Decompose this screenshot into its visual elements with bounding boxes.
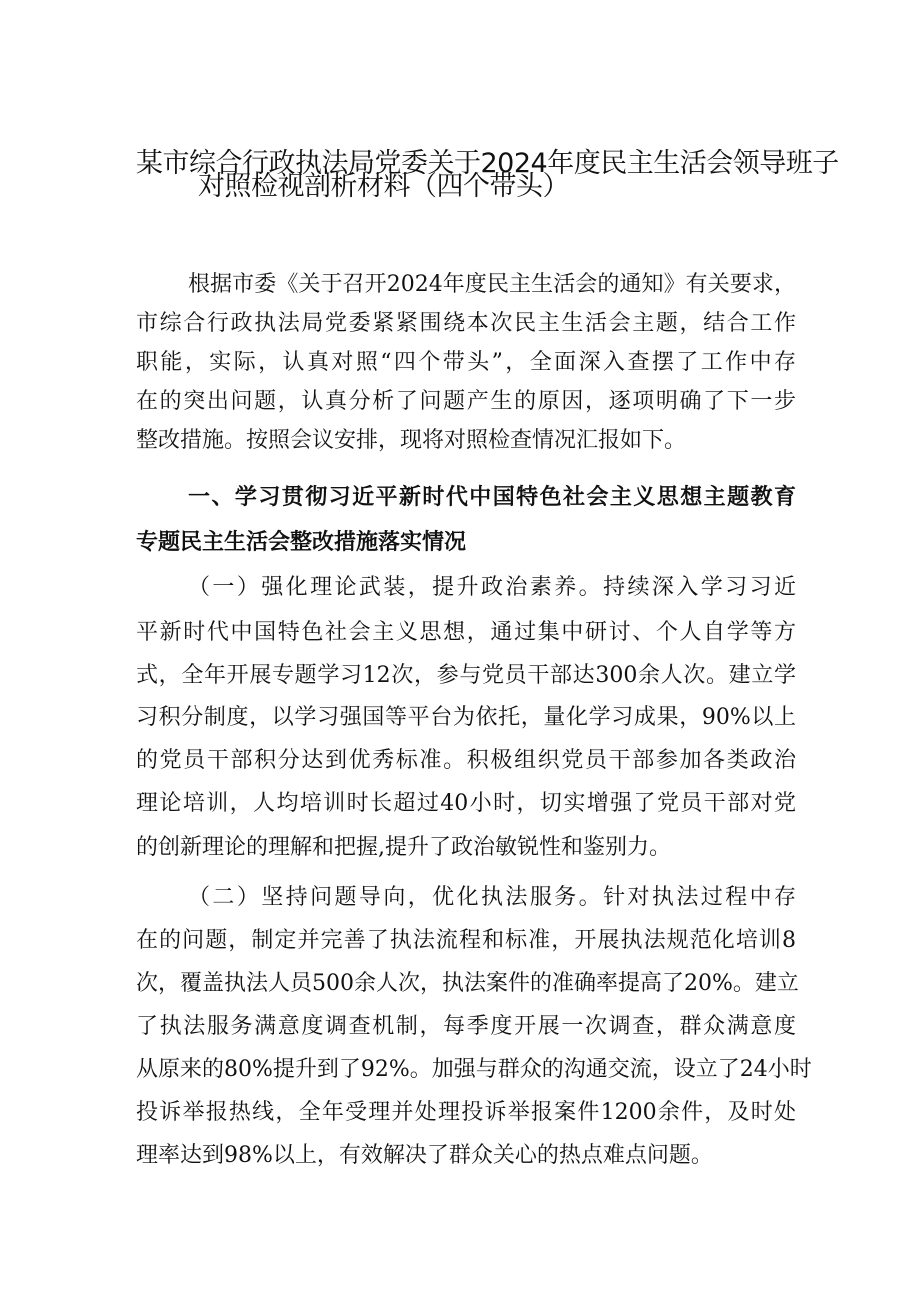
document-title-line-1: 某市综合行政执法局党委关于2024年度民主生活会领导班子 xyxy=(136,148,839,179)
paragraph-line: 投诉举报热线，全年受理并处理投诉举报案件1200余件，及时处 xyxy=(136,1100,796,1125)
paragraph-line: 的党员干部积分达到优秀标准。积极组织党员干部参加各类政治 xyxy=(136,748,796,773)
paragraph-line: 在的问题，制定并完善了执法流程和标准，开展执法规范化培训8 xyxy=(136,928,796,953)
intro-line: 在的突出问题，认真分析了问题产生的原因，逐项明确了下一步 xyxy=(136,389,796,414)
section-heading-line: 专题民主生活会整改措施落实情况 xyxy=(136,530,467,555)
intro-line: 职能，实际，认真对照“四个带头”，全面深入查摆了工作中存 xyxy=(136,350,796,375)
paragraph-line: 了执法服务满意度调查机制，每季度开展一次调查，群众满意度 xyxy=(136,1014,796,1039)
document-title-line-2: 对照检视剖析材料（四个带头） xyxy=(198,171,569,202)
intro-line: 整改措施。按照会议安排，现将对照检查情况汇报如下。 xyxy=(136,428,687,453)
paragraph-line: 理论培训，人均培训时长超过40小时，切实增强了党员干部对党 xyxy=(136,791,796,816)
paragraph-line: 从原来的80%提升到了92%。加强与群众的沟通交流，设立了24小时 xyxy=(136,1057,812,1082)
paragraph-line: （二）坚持问题导向，优化执法服务。针对执法过程中存 xyxy=(188,885,796,910)
paragraph-line: 平新时代中国特色社会主义思想，通过集中研讨、个人自学等方 xyxy=(136,620,796,645)
intro-line: 市综合行政执法局党委紧紧围绕本次民主生活会主题，结合工作 xyxy=(136,311,796,336)
paragraph-line: 次，覆盖执法人员500余人次，执法案件的准确率提高了20%。建立 xyxy=(136,971,799,996)
intro-line: 根据市委《关于召开2024年度民主生活会的通知》有关要求， xyxy=(188,272,796,297)
paragraph-line: 式，全年开展专题学习12次，参与党员干部达300余人次。建立学 xyxy=(136,663,796,688)
paragraph-line: （一）强化理论武装，提升政治素养。持续深入学习习近 xyxy=(188,575,796,600)
paragraph-line: 习积分制度，以学习强国等平台为依托，量化学习成果，90%以上 xyxy=(136,705,796,730)
paragraph-line: 的创新理论的理解和把握,提升了政治敏锐性和鉴别力。 xyxy=(136,835,671,860)
paragraph-line: 理率达到98%以上，有效解决了群众关心的热点难点问题。 xyxy=(136,1143,713,1168)
section-heading-line: 一、学习贯彻习近平新时代中国特色社会主义思想主题教育 xyxy=(188,485,796,510)
